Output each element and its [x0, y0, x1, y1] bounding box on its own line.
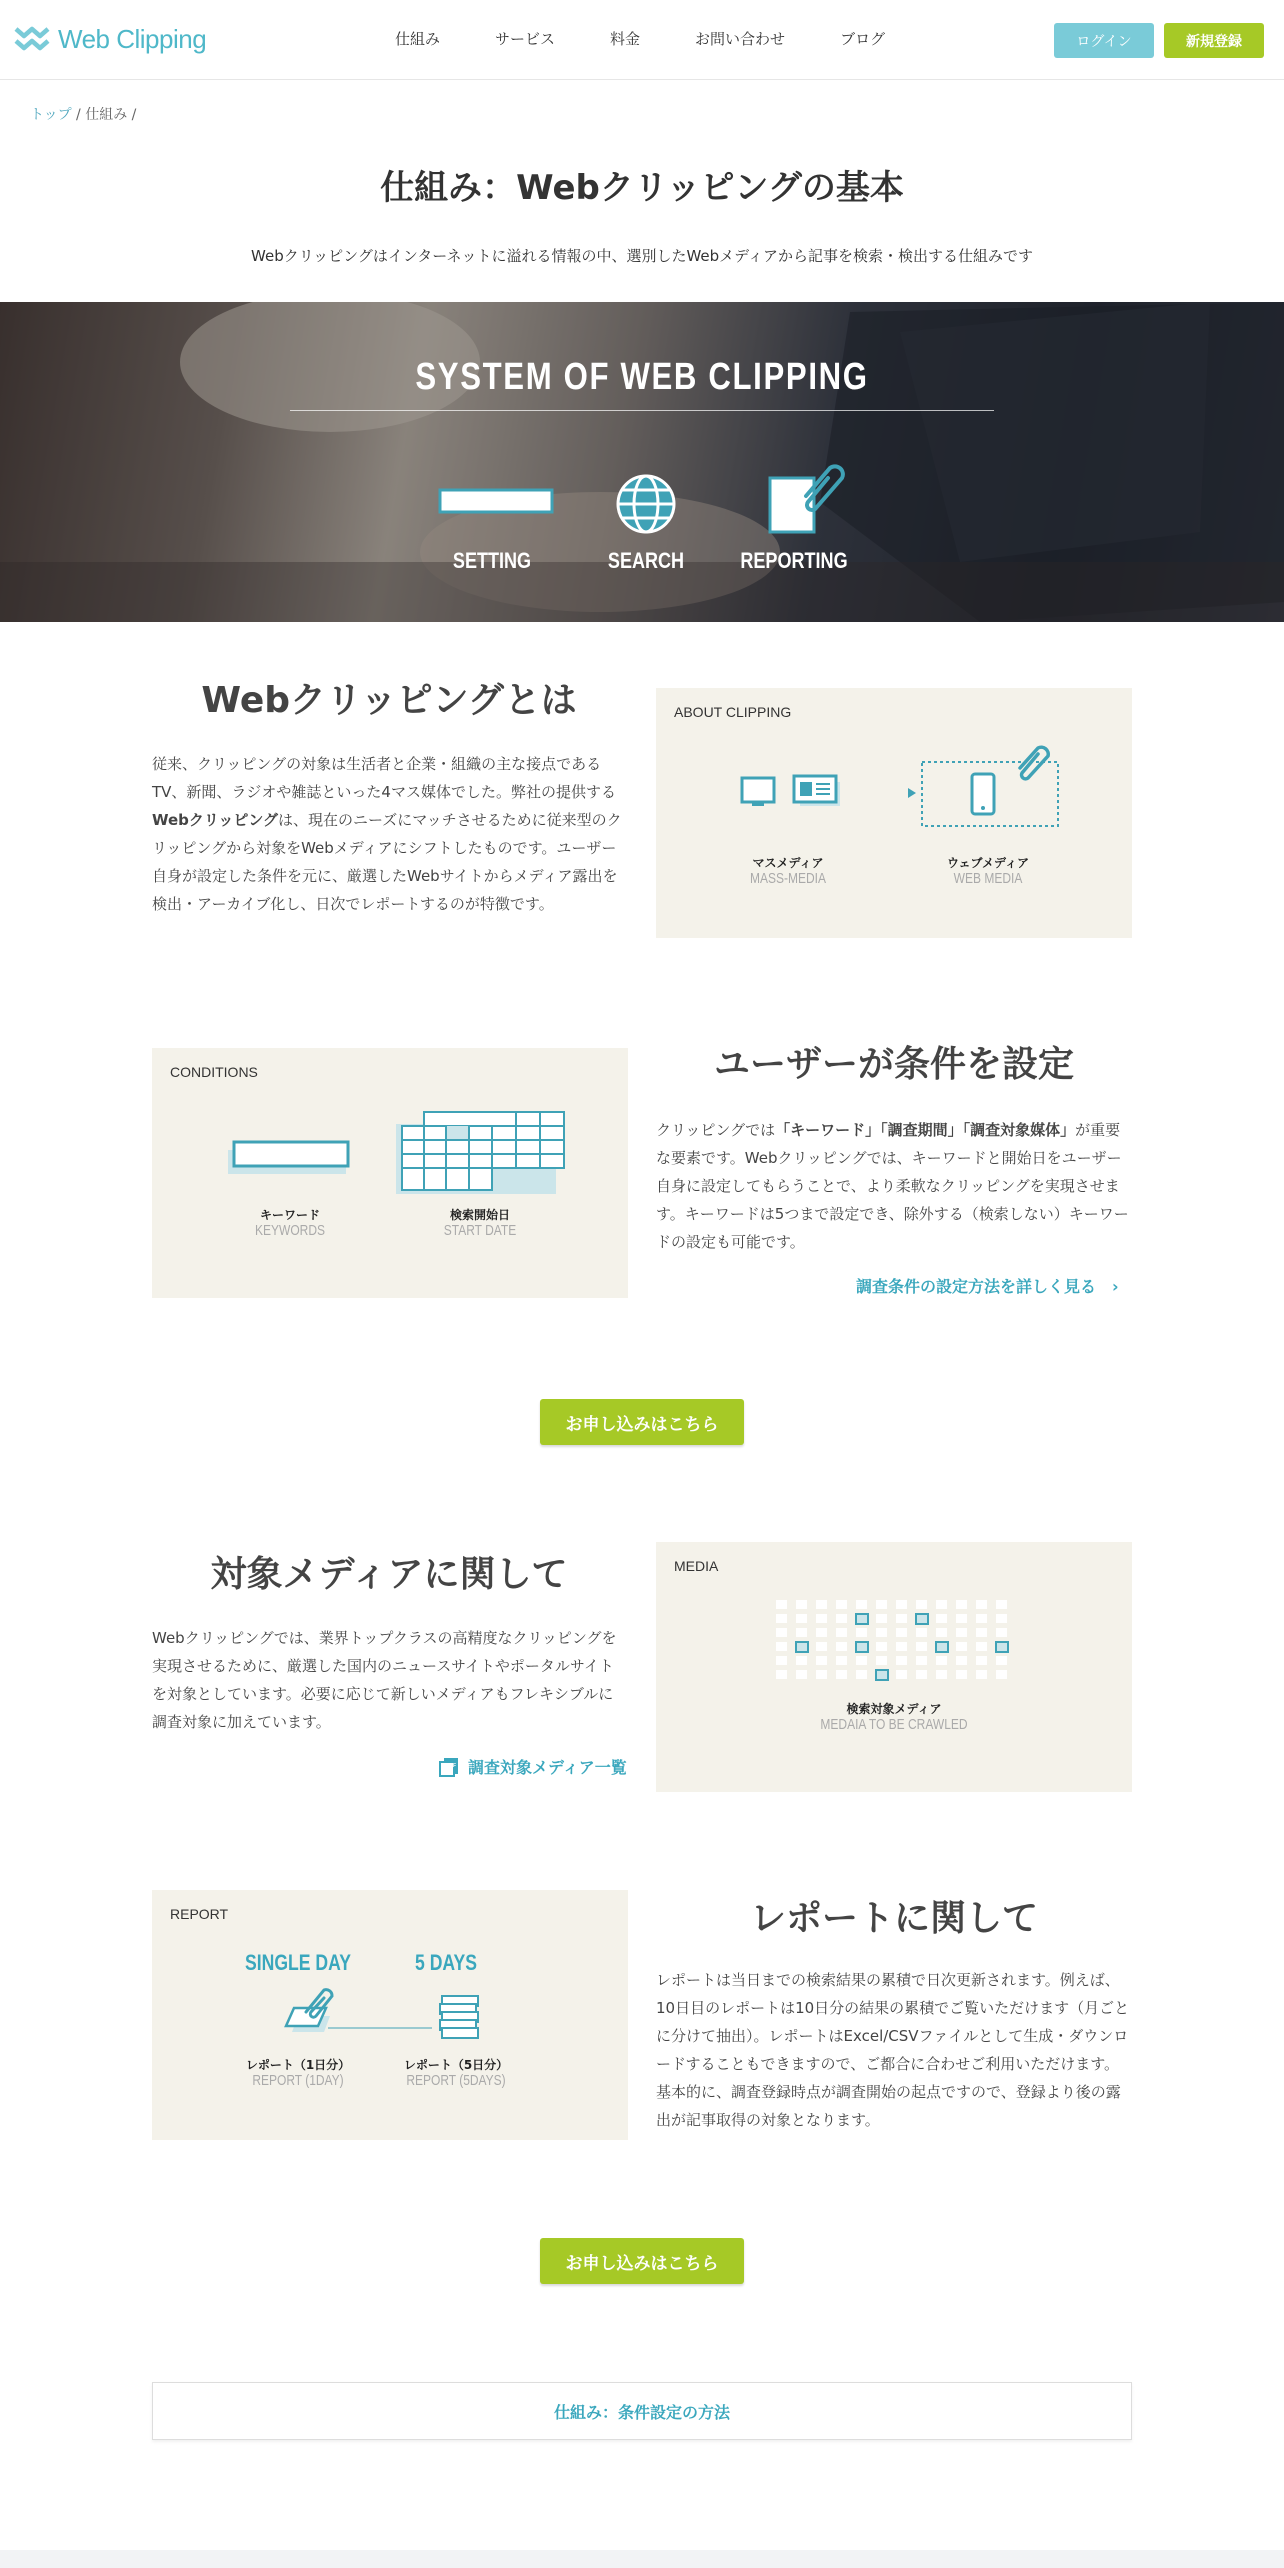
hero-step-search: SEARCH [607, 548, 685, 573]
media-grid-cell [876, 1656, 887, 1665]
conditions-text-part: クリッピングでは [656, 1121, 776, 1139]
main-nav [395, 28, 940, 49]
breadcrumb [30, 104, 136, 124]
report-1day-caption-en: REPORT (1DAY) [252, 2072, 344, 2089]
media-grid-cell [956, 1670, 967, 1679]
hero-step-reporting: REPORTING [740, 548, 848, 573]
apply-button[interactable]: お申し込みはこちら [540, 1399, 744, 1445]
breadcrumb-current: 仕組み [85, 107, 128, 123]
media-grid-cell [796, 1614, 807, 1623]
media-grid-cell [836, 1600, 847, 1609]
media-grid-cell [996, 1670, 1007, 1679]
media-grid-cell [916, 1628, 927, 1637]
five-days-label: 5 DAYS [415, 1950, 477, 1975]
media-grid-cell [936, 1614, 947, 1623]
media-grid-cell [956, 1600, 967, 1609]
media-grid-cell [776, 1600, 787, 1609]
media-grid-cell [796, 1628, 807, 1637]
start-date-caption-en: START DATE [443, 1222, 517, 1239]
panel-label: CONDITIONS [170, 1064, 258, 1080]
nav-item-contact[interactable]: お問い合わせ [695, 30, 786, 48]
report-text: レポートは当日までの検索結果の累積で日次更新されます。例えば、10日目のレポートは10日分の結果の累積でご覧いただけます（月ごとに分けて抽出）。レポートはExcel/CSVファイルとして生成・ダウンロードすることもできますので、ご都合に合わせご利用いただけます。基本的に、調査登録時点が調査開始の起点ですので、登録より後の露出が記事取得の対象となります。 [656, 1971, 1130, 2129]
start-date-caption: 検索開始日 [449, 1208, 510, 1222]
media-grid-cell [996, 1628, 1007, 1637]
media-grid-cell [976, 1642, 987, 1651]
media-grid-cell [956, 1628, 967, 1637]
page-lead: Webクリッピングはインターネットに溢れる情報の中、選別したWebメディアから記事を検索・検出する仕組みです [251, 247, 1033, 265]
media-text: Webクリッピングでは、業界トップクラスの高精度なクリッピングを実現させるために、厳選した国内のニュースサイトやポータルサイトを対象としています。必要に応じて新しいメディアもフレキシブルに調査対象に加えています。 [152, 1629, 617, 1731]
conditions-text [656, 1116, 1132, 1256]
hero-divider [290, 410, 994, 411]
site-header [0, 0, 1284, 80]
media-grid-cell [796, 1670, 807, 1679]
report-clip-icon [766, 456, 846, 536]
report-5day-caption-en: REPORT (5DAYS) [406, 2072, 506, 2089]
media-grid-cell [776, 1670, 787, 1679]
media-caption-en: MEDAIA TO BE CRAWLED [820, 1716, 968, 1733]
site-logo[interactable] [14, 24, 206, 55]
media-grid-cell [916, 1656, 927, 1665]
media-grid-cell [856, 1656, 867, 1665]
about-text [152, 750, 626, 918]
media-grid-cell [976, 1670, 987, 1679]
pdf-icon [438, 1756, 460, 1778]
panel-label: ABOUT CLIPPING [674, 704, 792, 720]
media-grid-cell [936, 1628, 947, 1637]
media-grid-cell [976, 1614, 987, 1623]
media-list-link[interactable] [438, 1755, 627, 1778]
media-grid-cell [916, 1614, 928, 1624]
web-media-phone-icon [906, 738, 1066, 838]
media-grid-cell [976, 1600, 987, 1609]
globe-icon [612, 470, 680, 538]
conditions-text-bold: 「キーワード」「調査期間」「調査対象媒体」 [775, 1121, 1076, 1139]
media-grid-cell [896, 1614, 907, 1623]
media-grid-cell [936, 1656, 947, 1665]
setting-input-icon [436, 486, 556, 516]
media-grid-cell [856, 1642, 868, 1652]
breadcrumb-home-link[interactable]: トップ [30, 107, 72, 123]
media-caption: 検索対象メディア [846, 1702, 942, 1716]
media-grid-cell [776, 1656, 787, 1665]
media-grid-cell [996, 1600, 1007, 1609]
media-grid-cell [796, 1656, 807, 1665]
media-grid-cell [896, 1600, 907, 1609]
report-5day-caption: レポート（5日分） [403, 2058, 509, 2072]
next-page-link[interactable]: 仕組み：条件設定の方法 [152, 2382, 1132, 2440]
report-1day-caption: レポート（1日分） [245, 2058, 351, 2072]
nav-item-mechanism[interactable]: 仕組み [395, 30, 441, 48]
media-grid-icon [774, 1598, 1014, 1688]
media-grid-cell [956, 1656, 967, 1665]
media-grid-cell [836, 1614, 847, 1623]
media-grid-cell [776, 1628, 787, 1637]
report-flow-icon [282, 1982, 502, 2052]
media-grid-cell [796, 1600, 807, 1609]
nav-item-pricing[interactable]: 料金 [610, 30, 641, 48]
media-grid-cell [896, 1656, 907, 1665]
media-list-link-label: 調査対象メディア一覧 [468, 1758, 627, 1777]
hero-step-setting: SETTING [452, 548, 532, 573]
media-grid-cell [796, 1642, 808, 1652]
media-grid-cell [896, 1642, 907, 1651]
panel-label: MEDIA [674, 1558, 719, 1574]
conditions-title: ユーザーが条件を設定 [713, 1044, 1074, 1085]
about-text-part: は、現在のニーズにマッチさせるために従来型のクリッピングから対象をWebメディアにシフトしたものです。ユーザー自身が設定した条件を元に、厳選したWebサイトからメディア露出を検出・アーカイブ化し、日次でレポートするのが特徴です。 [152, 811, 622, 913]
hero-banner [0, 302, 1284, 622]
media-grid-cell [976, 1656, 987, 1665]
media-grid-cell [996, 1656, 1007, 1665]
tv-newspaper-icon [738, 772, 858, 812]
page-title: 仕組み：Webクリッピングの基本 [380, 168, 904, 208]
media-panel [656, 1542, 1132, 1792]
media-grid-cell [876, 1670, 888, 1680]
about-clipping-panel [656, 688, 1132, 938]
media-grid-cell [876, 1614, 887, 1623]
media-grid-cell [956, 1614, 967, 1623]
media-grid-cell [816, 1670, 827, 1679]
breadcrumb-separator: / [127, 107, 137, 123]
media-grid-cell [776, 1642, 787, 1651]
logo-wave-icon [14, 25, 50, 55]
signup-button[interactable]: 新規登録 [1164, 23, 1264, 58]
media-grid-cell [936, 1670, 947, 1679]
conditions-text-part: が重要な要素です。Webクリッピングでは、キーワードと開始日をユーザー自身に設定してもらうことで、より柔軟なクリッピングを実現させます。キーワードは5つまで設定でき、除外する（検索しない）キーワードの設定も可能です。 [656, 1121, 1129, 1251]
single-day-label: SINGLE DAY [245, 1950, 351, 1975]
media-grid-cell [876, 1642, 887, 1651]
about-text-part: 従来、クリッピングの対象は生活者と企業・組織の主な接点であるTV、新聞、ラジオや雑誌といった4マス媒体でした。弊社の提供する [152, 755, 616, 801]
media-grid-cell [816, 1614, 827, 1623]
about-title: Webクリッピングとは [201, 680, 577, 721]
media-grid-cell [936, 1642, 948, 1652]
footer-strip [0, 2550, 1284, 2568]
logo-text: Web Clipping [58, 24, 207, 54]
keyword-caption-en: KEYWORDS [254, 1222, 325, 1239]
web-media-caption: ウェブメディア [946, 856, 1030, 870]
conditions-detail-link[interactable]: 調査条件の設定方法を詳しく見る › [856, 1277, 1119, 1296]
panel-label: REPORT [170, 1906, 229, 1922]
about-text-bold: Webクリッピング [152, 811, 279, 829]
hero-title: SYSTEM OF WEB CLIPPING [415, 356, 869, 398]
media-grid-cell [896, 1670, 907, 1679]
keyword-input-icon [226, 1138, 356, 1178]
conditions-panel [152, 1048, 628, 1298]
media-grid-cell [936, 1600, 947, 1609]
media-grid-cell [816, 1642, 827, 1651]
mass-media-caption: マスメディア [752, 856, 824, 870]
media-grid-cell [856, 1600, 867, 1609]
media-grid-cell [836, 1628, 847, 1637]
media-grid-cell [996, 1642, 1008, 1652]
media-grid-cell [836, 1670, 847, 1679]
media-grid-cell [876, 1628, 887, 1637]
nav-item-blog[interactable]: ブログ [840, 30, 886, 48]
media-grid-cell [816, 1600, 827, 1609]
keyword-caption: キーワード [259, 1208, 320, 1222]
media-grid-cell [836, 1656, 847, 1665]
report-title: レポートに関して [749, 1898, 1038, 1939]
media-grid-cell [976, 1628, 987, 1637]
media-grid-cell [916, 1670, 927, 1679]
media-grid-cell [876, 1600, 887, 1609]
media-grid-cell [816, 1628, 827, 1637]
mass-media-caption-en: MASS-MEDIA [749, 870, 826, 887]
media-grid-cell [856, 1614, 868, 1624]
media-grid-cell [916, 1600, 927, 1609]
media-grid-cell [836, 1642, 847, 1651]
calendar-icon [394, 1108, 574, 1198]
media-grid-cell [896, 1628, 907, 1637]
breadcrumb-separator: / [71, 107, 86, 123]
media-grid-cell [956, 1642, 967, 1651]
report-panel [152, 1890, 628, 2140]
media-title: 対象メディアに関して [210, 1554, 568, 1595]
web-media-caption-en: WEB MEDIA [953, 870, 1023, 887]
media-grid-cell [776, 1614, 787, 1623]
media-grid-cell [996, 1614, 1007, 1623]
nav-item-service[interactable]: サービス [495, 30, 556, 48]
media-grid-cell [816, 1656, 827, 1665]
media-grid-cell [856, 1628, 867, 1637]
apply-button[interactable]: お申し込みはこちら [540, 2238, 744, 2284]
svg-text:PDF: PDF [446, 1762, 456, 1769]
media-grid-cell [856, 1670, 867, 1679]
media-grid-cell [916, 1642, 927, 1651]
hero-overlay [0, 302, 1284, 622]
login-button[interactable]: ログイン [1054, 23, 1154, 58]
